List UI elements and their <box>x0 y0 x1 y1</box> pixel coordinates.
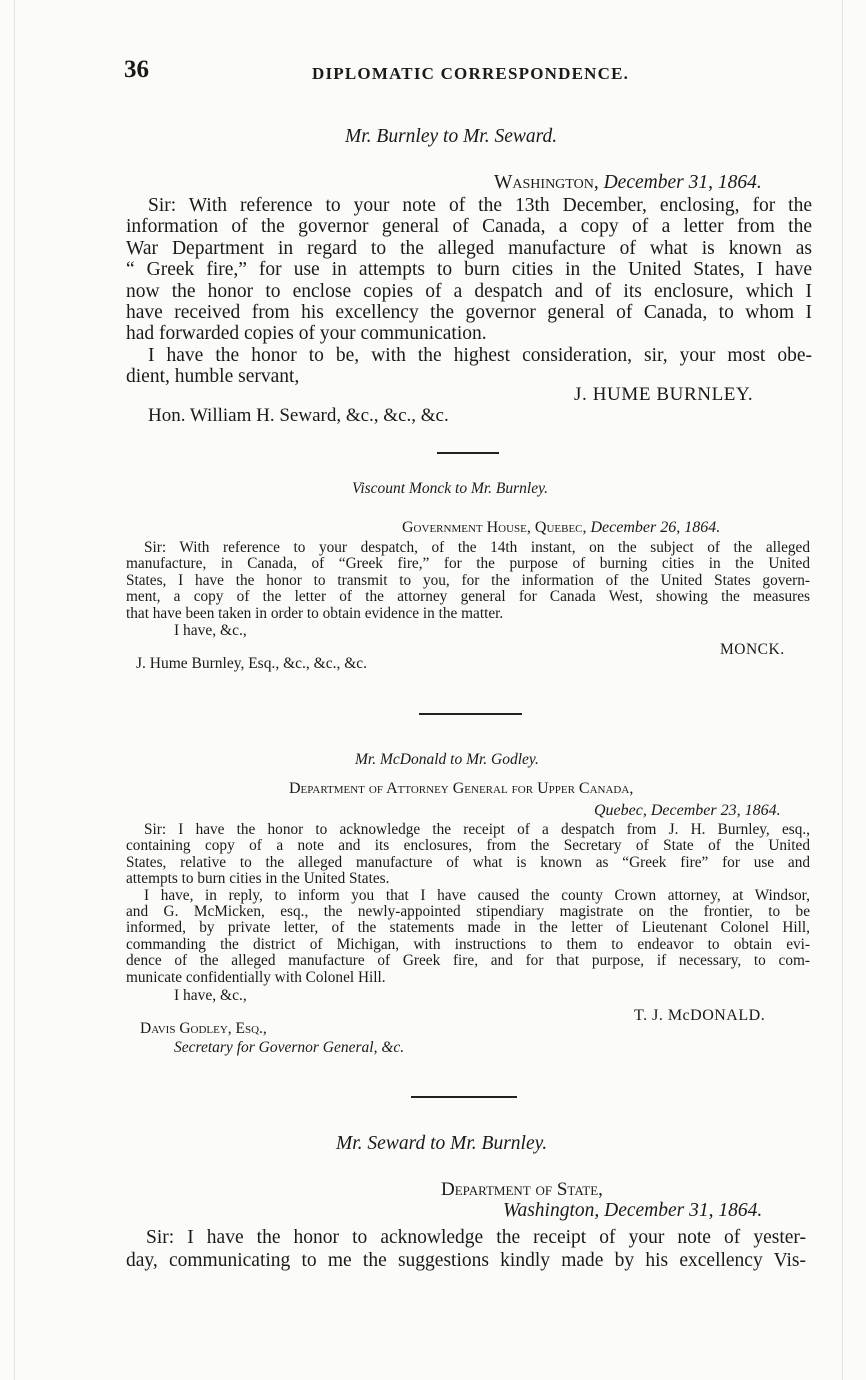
letter2-date: December 26, 1864. <box>590 519 721 536</box>
body-line: manufacture, in Canada, of “Greek fire,” for the purpose of burning cities in the United <box>126 555 810 573</box>
body-line: containing copy of a note and its enclosures, from the Secretary of State of the United <box>126 837 810 855</box>
letter3-addressee: Davis Godley, Esq., <box>140 1020 267 1037</box>
body-line: information of the governor general of Canada, a copy of a letter from the <box>126 216 812 238</box>
body-line: and G. McMicken, esq., the newly-appointed stipendiary magistrate on the frontier, to be <box>126 903 810 921</box>
body-line: States, relative to the alleged manufacture of what is known as “Greek fire” for use and <box>126 853 810 871</box>
scan-margin-left <box>14 0 15 1380</box>
letter2-body <box>126 540 810 622</box>
letter1-dateline <box>494 172 762 194</box>
letter2-addressee: J. Hume Burnley, Esq., &c., &c., &c. <box>136 655 368 672</box>
body-line: Sir: I have the honor to acknowledge the receipt of your note of yester- <box>146 1227 806 1248</box>
body-line: have received from his excellency the governor general of Canada, to whom I <box>126 302 812 324</box>
letter4-date: Washington, December 31, 1864. <box>503 1200 763 1221</box>
body-line: now the honor to enclose copies of a despatch and of its enclosure, which I <box>126 280 812 302</box>
letter2-place: Government House, Quebec, <box>402 519 587 536</box>
letter3-signature: T. J. McDONALD. <box>634 1007 766 1024</box>
body-line: I have, in reply, to inform you that I have caused the county Crown attorney, at Windsor, <box>144 886 810 904</box>
section-divider <box>411 1096 517 1098</box>
letter1-heading: Mr. Burnley to Mr. Seward. <box>345 126 558 147</box>
body-line: War Department in regard to the alleged manufacture of what is known as <box>126 237 812 259</box>
letter1-body <box>126 195 812 388</box>
body-line: “ Greek fire,” for use in attempts to burn cities in the United States, I have <box>126 259 812 281</box>
letter1-date: December 31, 1864. <box>603 172 762 193</box>
letter3-addressee-title: Secretary for Governor General, &c. <box>174 1039 405 1056</box>
running-title: DIPLOMATIC CORRESPONDENCE. <box>312 64 630 83</box>
body-line: Sir: I have the honor to acknowledge the receipt of a despatch from J. H. Burnley, esq., <box>144 821 810 838</box>
letter1-place: Washington, <box>494 172 599 193</box>
section-divider <box>437 452 499 454</box>
letter3-heading: Mr. McDonald to Mr. Godley. <box>355 751 539 768</box>
letter4-body <box>126 1226 806 1272</box>
body-line: that have been taken in order to obtain evidence in the matter. <box>126 604 504 622</box>
body-line: had forwarded copies of your communication. <box>126 323 487 345</box>
body-line: Sir: With reference to your note of the 13th December, enclosing, for the <box>148 195 812 216</box>
body-line: municate confidentially with Colonel Hill. <box>126 968 386 986</box>
letter4-heading: Mr. Seward to Mr. Burnley. <box>336 1133 548 1154</box>
letter2-heading: Viscount Monck to Mr. Burnley. <box>352 480 549 497</box>
letter3-date: Quebec, December 23, 1864. <box>594 802 781 819</box>
body-line: attempts to burn cities in the United States. <box>126 870 390 888</box>
closing-line: I have the honor to be, with the highest consideration, sir, your most obe- <box>148 344 812 366</box>
body-line: ment, a copy of the letter of the attorney general for Canada West, showing the measures <box>126 588 810 606</box>
body-line: dence of the alleged manufacture of Greek fire, and for that purpose, if necessary, to com- <box>126 952 810 970</box>
scan-margin-right <box>842 0 843 1380</box>
letter4-place: Department of State, <box>441 1179 603 1200</box>
letter1-addressee: Hon. William H. Seward, &c., &c., &c. <box>148 405 449 426</box>
body-line: informed, by private letter, of the statements made in the letter of Lieutenant Colonel Hill, <box>126 919 810 937</box>
body-line: commanding the district of Michigan, with instructions to them to endeavor to obtain evi- <box>126 935 810 953</box>
letter1-signature: J. HUME BURNLEY. <box>574 384 754 405</box>
page-number: 36 <box>124 56 149 83</box>
section-divider <box>419 713 522 715</box>
body-line: Sir: With reference to your despatch, of the 14th instant, on the subject of the alleged <box>144 539 810 556</box>
letter2-closing: I have, &c., <box>174 622 247 639</box>
letter2-dateline <box>402 519 720 537</box>
letter3-closing: I have, &c., <box>174 987 247 1004</box>
letter3-body <box>126 822 810 986</box>
letter3-place: Department of Attorney General for Upper Canada, <box>289 780 634 797</box>
letter2-signature: MONCK. <box>720 641 785 658</box>
closing-line: dient, humble servant, <box>126 366 300 388</box>
body-line: States, I have the honor to transmit to you, for the information of the United States govern- <box>126 571 810 589</box>
body-line: day, communicating to me the suggestions kindly made by his excellency Vis- <box>126 1250 806 1271</box>
